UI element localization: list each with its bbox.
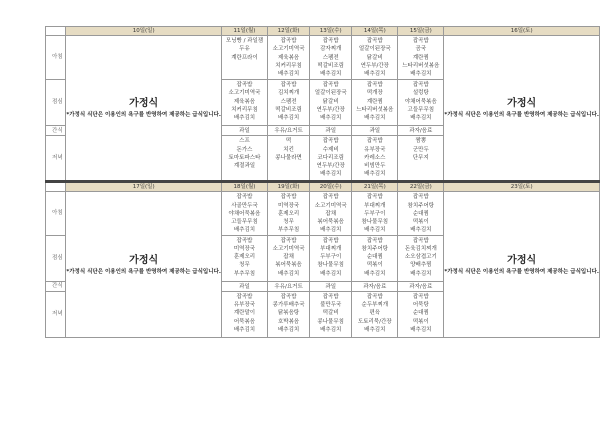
menu-cell [352,192,398,235]
menu-cell [352,126,398,136]
menu-item: 훈제오리 [277,210,300,217]
menu-item: 고들무무침 [407,106,435,113]
menu-item: 비빔만두 [364,163,386,169]
menu-item: 어묵볶음 [233,318,256,325]
meal-plan-table [45,26,600,338]
menu-item: 배추김치 [233,115,256,121]
menu-cell [398,126,444,136]
menu-item: 잡곡밥 [412,38,429,44]
menu-item: 볶어묵볶음 [275,262,302,269]
menu-cell [221,136,267,182]
menu-item: 볶어묵볶음 [317,219,344,225]
header-corner [46,27,66,36]
menu-item: 부대찌개 [320,245,342,252]
day-header: 23일(토) [444,182,600,192]
menu-item: 야채어묵볶음 [228,210,261,217]
breakfast-row [46,36,600,80]
menu-cell [352,80,398,126]
menu-item: 닭갈비 [366,54,383,61]
menu-item: 미역장국 [233,245,256,252]
menu-item: 두유 [239,46,250,53]
menu-item: 배추김치 [364,115,386,121]
menu-item: 콩나물라면 [275,154,302,161]
menu-item: 배추김치 [410,71,432,77]
menu-cell [398,36,444,80]
menu-cell [352,281,398,291]
breakfast-row [46,192,600,235]
menu-item: 군만두 [412,146,429,153]
menu-item: 과일 [239,283,250,290]
menu-item: 연두부/간장 [316,163,345,169]
menu-cell [398,291,444,337]
meal-label: 아침 [46,192,66,235]
menu-item: 얼갈이된장국 [358,46,391,53]
menu-item: 제육볶음 [233,98,256,105]
day-header: 17일(일) [66,182,222,192]
menu-item: 잡곡밥 [366,293,383,300]
menu-item: 배추김치 [277,326,300,333]
menu-cell [398,80,444,126]
menu-item: 잡곡밥 [280,194,297,201]
menu-item: 돈가스 [236,146,253,153]
menu-item: 배추김치 [277,115,300,121]
menu-item: 떡볶이 [412,219,429,225]
menu-item: 잡곡밥 [412,237,429,244]
menu-item: 잡채 [283,254,294,260]
menu-item: 청무 [283,219,294,225]
menu-item: 참치주어탕 [407,202,435,209]
menu-item: 배추김치 [410,115,432,121]
menu-cell [310,291,352,337]
menu-item: 두부구이 [364,210,386,217]
menu-item: 토마토파스타 [228,154,261,161]
menu-item: 잡곡밥 [412,82,429,88]
menu-item: 연두부/간장 [316,106,345,113]
menu-item: 수제비 [322,146,339,153]
menu-item: 잡채 [325,210,337,217]
menu-item: 부추무침 [233,270,256,277]
menu-cell [268,235,310,281]
home-meal-cell-sunday [66,192,222,338]
menu-item: 소고기미역국 [228,90,261,97]
menu-item: 닭갈비 [322,98,339,105]
menu-cell [310,136,352,182]
menu-item: 잡곡밥 [366,194,383,201]
menu-item: 잡곡밥 [280,38,297,44]
menu-item: 순대찜 [412,310,429,317]
menu-item: 떡갈비조림 [275,106,302,113]
menu-item: 호박볶음 [277,318,300,325]
menu-item: 소고기미역국 [272,245,305,252]
menu-item: 짬뽕 [415,138,427,145]
day-header: 18일(월) [221,182,267,192]
menu-item: 잡곡밥 [322,138,339,145]
menu-cell [221,36,267,80]
menu-item: 잡곡밥 [236,293,253,300]
menu-item: 잡곡밥 [412,194,429,201]
menu-item: 떡갈비조림 [317,62,344,69]
menu-cell [268,291,310,337]
menu-item: 단무지 [412,154,429,161]
menu-item: 콩나물무침 [317,318,344,325]
menu-item: 잡곡밥 [366,82,383,88]
menu-item: 청무 [239,262,250,269]
menu-cell [310,281,352,291]
menu-cell [352,235,398,281]
menu-item: 유부장국 [364,146,386,153]
menu-item: 잡곡밥 [322,194,339,201]
day-header: 10일(일) [66,27,222,36]
menu-item: 계란말이 [233,310,256,317]
menu-item: 배추김치 [277,71,300,77]
menu-item: 배추김치 [320,227,342,234]
menu-item: 사골만두국 [231,202,258,209]
menu-item: 편육 [369,310,381,317]
menu-item: 계절과일 [233,163,256,169]
meal-label: 아침 [46,36,66,80]
menu-item: 참나물무침 [361,219,389,225]
menu-item: 참나물무침 [317,262,344,269]
menu-item: 계란찜 [412,54,429,61]
menu-item: 도토리묵/간장 [357,318,392,325]
menu-item: 잡곡밥 [280,237,297,244]
menu-item: 치킨 [283,146,294,153]
menu-item: 우유/요거트 [274,283,303,290]
menu-cell [268,281,310,291]
menu-item: 떡볶이 [412,318,429,325]
menu-cell [352,136,398,182]
meal-label: 저녁 [46,136,66,182]
menu-item: 부추무침 [277,227,300,234]
menu-item: 계란프라이 [231,54,258,61]
menu-cell [398,192,444,235]
menu-item: 과일 [369,128,381,134]
menu-item: 야채어묵볶음 [404,98,437,105]
menu-cell [221,126,267,136]
menu-item: 과일 [325,128,337,134]
menu-item: 치커리무침 [275,62,302,69]
menu-item: 배추김치 [410,227,432,234]
day-header: 16일(토) [444,27,600,36]
menu-cell [268,136,310,182]
meal-label: 점심 [46,235,66,281]
menu-item: 잡곡밥 [322,82,339,88]
home-meal-note: *가정식 식단은 이용인의 욕구를 반영하여 제공하는 급식입니다. [444,268,599,275]
menu-item: 배추김치 [277,270,300,277]
menu-item: 고들무무침 [231,219,258,225]
menu-item: 얼갈이된장국 [314,90,347,97]
menu-item: 과자/음료 [409,283,433,290]
menu-item: 과자/음료 [409,128,433,134]
home-meal-note: *가정식 식단은 이용인의 욕구를 반영하여 제공하는 급식입니다. [66,268,221,275]
menu-item: 잡곡밥 [280,293,297,300]
home-meal-title: 가정식 [129,98,159,110]
menu-item: 순대찜 [412,210,429,217]
menu-item: 소고기미역국 [314,202,347,209]
menu-item: 감자찌개 [320,46,342,53]
menu-item: 김치찌개 [277,90,300,97]
menu-cell [221,192,267,235]
menu-item: 돈육김치찌개 [404,245,437,252]
home-meal-title: 가정식 [129,254,159,266]
menu-item: 콩가루배추국 [272,302,305,308]
menu-cell [221,281,267,291]
menu-item: 설렁탕 [412,90,429,97]
menu-item: 잡곡밥 [236,82,253,88]
day-header: 19일(화) [268,182,310,192]
menu-item: 우유/요거트 [274,128,303,134]
menu-item: 유부장국 [233,302,256,308]
menu-item: 잡곡밥 [366,138,383,145]
day-header-row [46,27,600,36]
menu-cell [268,36,310,80]
menu-cell [268,126,310,136]
menu-item: 느타리버섯볶음 [356,106,394,113]
menu-item: 잡곡밥 [236,194,253,201]
menu-item: 카레소스 [364,154,386,161]
menu-cell [268,192,310,235]
day-header: 20일(수) [310,182,352,192]
header-corner [46,182,66,192]
day-header: 21일(목) [352,182,398,192]
menu-item: 떡개장 [366,90,383,97]
menu-item: 과일 [325,283,337,290]
menu-item: 배추김치 [364,270,386,277]
menu-cell [268,80,310,126]
menu-item: 잡곡밥 [322,293,339,300]
menu-item: 떡볶이 [366,262,383,269]
menu-item: 배추김치 [410,326,432,333]
menu-item: 연두부/간장 [360,62,389,69]
menu-item: 치커리무침 [231,106,258,113]
day-header: 14일(목) [352,27,398,36]
meal-label: 간식 [46,126,66,136]
menu-item: 잡곡밥 [280,82,297,88]
menu-item: 미역장국 [277,202,300,209]
home-meal-cell-sunday [66,36,222,182]
menu-item: 과일 [239,128,250,134]
menu-cell [310,80,352,126]
menu-cell [310,126,352,136]
menu-item: 곰국 [415,46,427,53]
day-header: 15일(금) [398,27,444,36]
menu-item: 떡 [285,138,292,145]
menu-item: 스팸전 [322,54,339,61]
home-meal-title: 가정식 [507,98,537,110]
menu-item: 순두부찌개 [361,302,389,308]
menu-item: 배추김치 [364,326,386,333]
menu-item: 부대찌개 [364,202,386,209]
day-header: 12일(화) [268,27,310,36]
menu-item: 잡곡밥 [412,293,429,300]
menu-item: 배추김치 [320,270,342,277]
menu-item: 순대찜 [366,254,383,260]
menu-item: 두부구이 [320,254,342,260]
day-header-row [46,182,600,192]
menu-item: 배추김치 [364,71,386,77]
menu-item: 양배추찜 [410,262,432,269]
menu-item: 배추김치 [364,171,386,178]
day-header: 11일(월) [221,27,267,36]
home-meal-note: *가정식 식단은 이용인의 욕구를 반영하여 제공하는 급식입니다. [444,112,599,119]
menu-cell [352,291,398,337]
menu-item: 배추김치 [320,171,342,178]
menu-cell [221,235,267,281]
menu-item: 잡곡밥 [366,237,383,244]
home-meal-note: *가정식 식단은 이용인의 욕구를 반영하여 제공하는 급식입니다. [66,112,221,119]
home-meal-cell-saturday [444,36,600,182]
menu-item: 훈제오리 [233,254,256,260]
menu-item: 배추김치 [410,270,432,277]
menu-cell [310,36,352,80]
meal-label: 저녁 [46,291,66,337]
menu-item: 스팸전 [280,98,297,105]
menu-item: 잡곡밥 [366,38,383,44]
day-header: 13일(수) [310,27,352,36]
menu-item: 떡갈비 [322,310,339,317]
meal-label: 간식 [46,281,66,291]
menu-item: 배추김치 [233,326,256,333]
day-header: 22일(금) [398,182,444,192]
menu-cell [352,36,398,80]
menu-item: 배추김치 [320,115,342,121]
menu-item: 어묵탕 [412,302,429,308]
menu-cell [398,136,444,182]
menu-cell [310,235,352,281]
menu-item: 배추김치 [320,71,342,77]
menu-item: 참치주어탕 [361,245,389,252]
menu-item: 배추김치 [233,227,256,234]
menu-item: 코다리조림 [317,154,344,161]
menu-item: 소오삼겹고기 [404,254,437,260]
meal-label: 점심 [46,80,66,126]
menu-item: 배추김치 [320,326,342,333]
menu-item: 잡곡밥 [322,237,339,244]
home-meal-cell-saturday [444,192,600,338]
menu-item: 잡곡밥 [236,237,253,244]
menu-item: 스프 [239,138,250,145]
menu-item: 불만두국 [320,302,342,308]
menu-item: 제육볶음 [277,54,300,61]
menu-item: 계란찜 [366,98,383,105]
menu-item: 소고기미역국 [272,46,305,53]
menu-cell [221,80,267,126]
menu-item: 느타리버섯볶음 [402,62,440,69]
menu-item: 과자/음료 [363,283,387,290]
menu-cell [398,235,444,281]
menu-cell [398,281,444,291]
home-meal-title: 가정식 [507,254,537,266]
menu-cell [310,192,352,235]
menu-cell [221,291,267,337]
menu-item: 배추김치 [364,227,386,234]
menu-item: 닭볶음탕 [277,310,300,317]
menu-item: 잡곡밥 [322,38,339,44]
menu-item: 모닝빵 / 과일잼 [225,38,264,44]
